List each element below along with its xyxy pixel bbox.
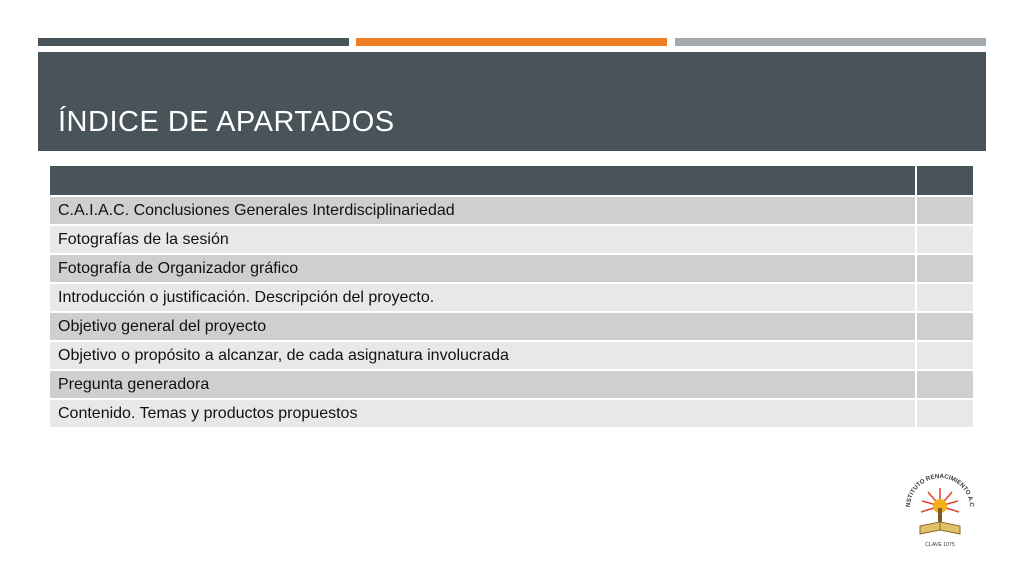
- table-header-row: [49, 165, 974, 196]
- table-cell-empty: [916, 312, 974, 341]
- top-bar-orange: [356, 38, 667, 46]
- seal-ring-text: NSTITUTO RENACIMIENTO A.C: [904, 472, 976, 508]
- table-cell-empty: [916, 254, 974, 283]
- table-row: [49, 370, 974, 399]
- table-cell: Pregunta generadora: [49, 370, 916, 399]
- top-bar-gray: [675, 38, 986, 46]
- table-header-cell: [49, 165, 916, 196]
- table-cell: Fotografía de Organizador gráfico: [49, 254, 916, 283]
- table-cell: C.A.I.A.C. Conclusiones Generales Interdisciplinariedad: [49, 196, 916, 225]
- table-cell-empty: [916, 283, 974, 312]
- table-cell-empty: [916, 225, 974, 254]
- table-header-cell: [916, 165, 974, 196]
- table-row: [49, 312, 974, 341]
- table-cell: Objetivo o propósito a alcanzar, de cada asignatura involucrada: [49, 341, 916, 370]
- table-row: [49, 254, 974, 283]
- slide-title: ÍNDICE DE APARTADOS: [58, 106, 395, 138]
- table-row: [49, 283, 974, 312]
- table-row: [49, 225, 974, 254]
- table-cell: Introducción o justificación. Descripción del proyecto.: [49, 283, 916, 312]
- title-banner: [38, 52, 986, 151]
- table-cell-empty: [916, 196, 974, 225]
- institute-seal-logo: [900, 468, 980, 552]
- table-cell: Fotografías de la sesión: [49, 225, 916, 254]
- table-row: [49, 341, 974, 370]
- table-cell: Objetivo general del proyecto: [49, 312, 916, 341]
- table-cell-empty: [916, 370, 974, 399]
- table-cell-empty: [916, 341, 974, 370]
- table-row: [49, 399, 974, 428]
- table-cell-empty: [916, 399, 974, 428]
- top-bar-dark: [38, 38, 349, 46]
- table-cell: Contenido. Temas y productos propuestos: [49, 399, 916, 428]
- index-table: [48, 164, 975, 429]
- table-row: [49, 196, 974, 225]
- seal-clave-text: CLAVE 1075: [925, 542, 955, 548]
